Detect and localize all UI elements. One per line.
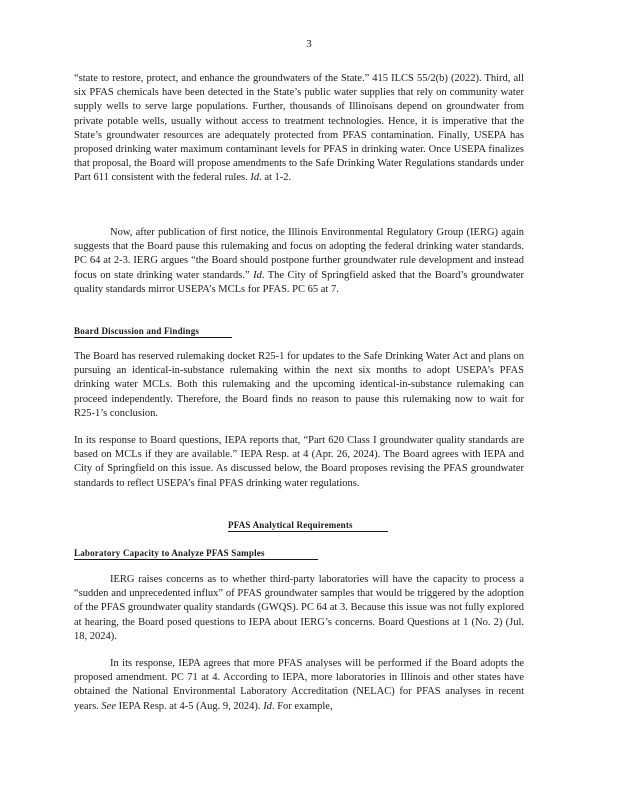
citation-id: Id: [250, 172, 260, 184]
citation-id: Id: [263, 700, 272, 712]
citation-see: See: [101, 700, 116, 712]
heading-pfas-analytical: PFAS Analytical Requirements: [228, 520, 388, 532]
heading-lab-capacity: Laboratory Capacity to Analyze PFAS Samples: [74, 548, 318, 560]
paragraph-ierg-lab-concerns: IERG raises concerns as to whether third-party laboratories will have the capacity to process a “sudden and unprecedented influx” of PFAS groundwater samples that would be triggered by the adoption of the PFAS groundwater quality standards (GWQS). PC 64 at 3. Because this issue was not fully explored at hearing, the Board posed questions to IEPA about IERG’s concerns. Board Questions at 1 (No. 2) (Jul. 18, 2024).: [74, 574, 524, 642]
paragraph-ierg-pause: Now, after publication of first notice, the Illinois Environmental Regulatory Group (IERG) again suggests that the Board pause this rulemaking and focus on adopting the federal drinking water standards. PC 64 at 2-3. IERG argues “the Board should postpone further groundwater rule development and instead focus on state drinking water standards.” Id. The City of Springfield asked that the Board’s groundwater quality standards mirror USEPA’s MCLs for PFAS. PC 65 at 7.: [74, 227, 525, 295]
paragraph-iepa-lab-response: In its response, IEPA agrees that more PFAS analyses will be performed if the Board adopts the proposed amendment. PC 71 at 4. According to IEPA, more laboratories in Illinois and other states have obtained the National Environmental Laboratory Accreditation (NELAC) for PFAS analyses in recent years. See IEPA Resp. at 4-5 (Aug. 9, 2024). Id. For example,: [74, 658, 524, 712]
heading-board-discussion: Board Discussion and Findings: [74, 326, 232, 338]
paragraph-quote-continuation: “state to restore, protect, and enhance the groundwaters of the State.” 415 ILCS 55/2(b) (2022). Third, all six PFAS chemicals have been detected in the State’s public water supplies that rely on community water supply wells to serve large populations. Further, thousands of Illinoisans depend on groundwater from private potable wells, usually without access to treatment technologies. Hence, it is imperative that the State’s groundwater resources are adequately protected from PFAS contamination. Finally, USEPA has proposed drinking water maximum contaminant levels for PFAS in drinking water. Once USEPA finalizes that proposal, the Board will propose amendments to the Safe Drinking Water Regulations standards under Part 611 consistent with the federal rules. Id. at 1-2.: [74, 73, 524, 184]
citation-id: Id: [253, 269, 262, 281]
paragraph-board-reserved: The Board has reserved rulemaking docket R25-1 for updates to the Safe Drinking Water Act and plans on pursuing an identical-in-substance rulemaking within the next six months to adopt USEPA’s PFAS drinking water MCLs. Both this rulemaking and the upcoming identical-in-substance rulemaking can proceed independently. Therefore, the Board finds no reason to pause this rulemaking now to wait for R25-1’s conclusion.: [74, 351, 524, 419]
page-number: 3: [306, 38, 312, 50]
paragraph-iepa-response: In its response to Board questions, IEPA reports that, “Part 620 Class I groundwater quality standards are based on MCLs if they are available.” IEPA Resp. at 4 (Apr. 26, 2024). The Board agrees with IEPA and City of Springfield on this issue. As discussed below, the Board proposes revising the PFAS groundwater standards to reflect USEPA’s final PFAS drinking water regulations.: [74, 435, 524, 489]
